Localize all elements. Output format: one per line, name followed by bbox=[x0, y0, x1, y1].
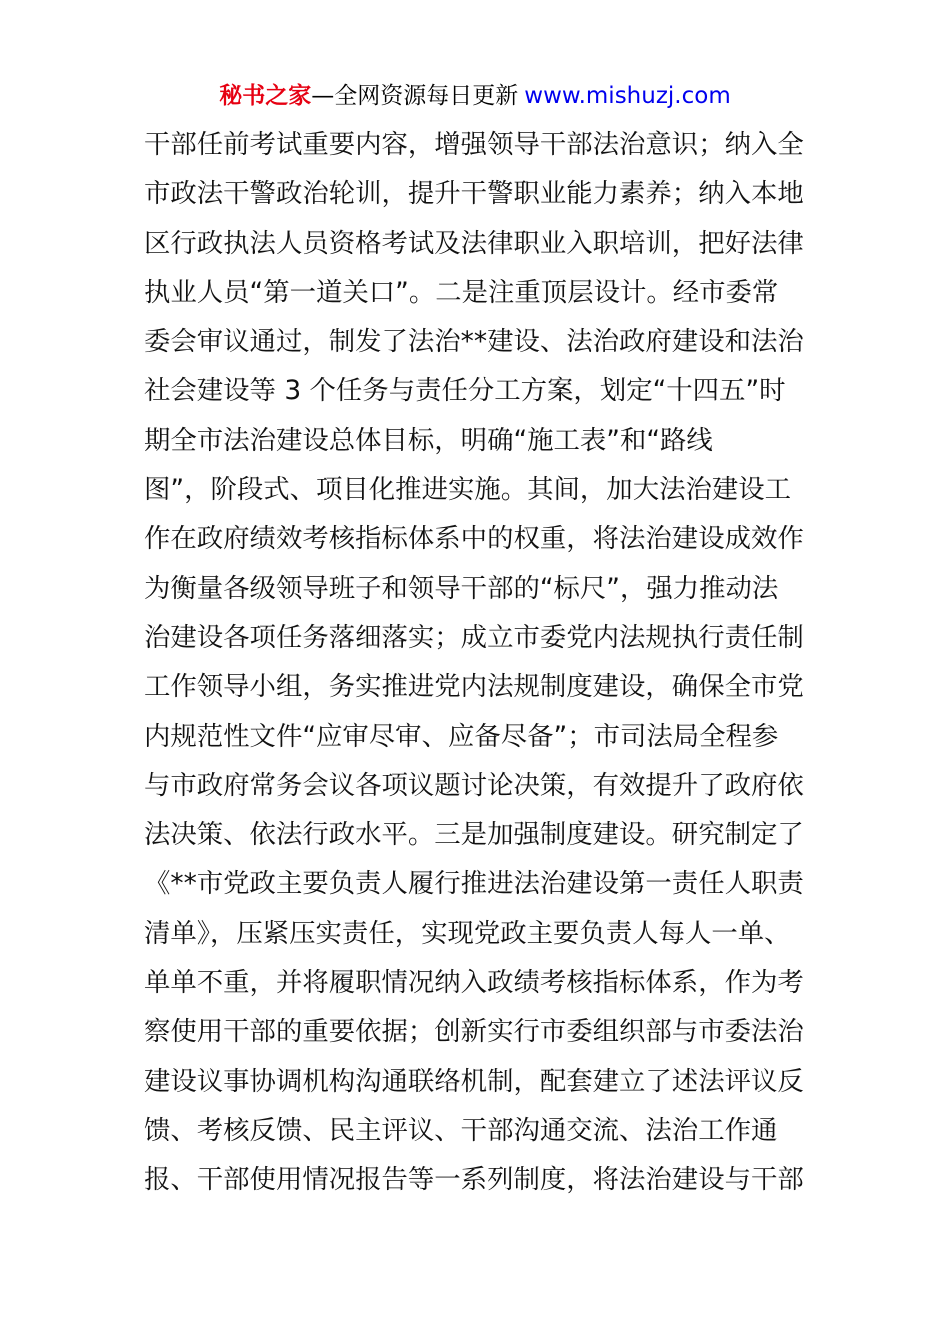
text-line: 期全市法治建设总体目标，明确“施工表”和“路线 bbox=[144, 424, 713, 456]
text-line: 社会建设等 3 个任务与责任分工方案，划定“十四五”时 bbox=[144, 375, 786, 407]
text-line: 委会审议通过，制发了法治**建设、法治政府建设和法治 bbox=[144, 326, 804, 358]
text-line: 作在政府绩效考核指标体系中的权重，将法治建设成效作 bbox=[144, 523, 804, 555]
text-line: 图”，阶段式、项目化推进实施。其间，加大法治建设工 bbox=[144, 474, 792, 506]
text-line: 报、干部使用情况报告等一系列制度，将法治建设与干部 bbox=[144, 1164, 804, 1196]
body-text bbox=[144, 120, 806, 1205]
text-line: 与市政府常务会议各项议题讨论决策，有效提升了政府依 bbox=[144, 769, 804, 801]
text-line: 内规范性文件“应审尽审、应备尽备”；市司法局全程参 bbox=[144, 720, 779, 752]
text-line: 建设议事协调机构沟通联络机制，配套建立了述法评议反 bbox=[144, 1065, 804, 1097]
text-line: 执业人员“第一道关口”。二是注重顶层设计。经市委常 bbox=[144, 276, 779, 308]
text-line: 单单不重，并将履职情况纳入政绩考核指标体系，作为考 bbox=[144, 967, 804, 999]
text-line: 区行政执法人员资格考试及法律职业入职培训，把好法律 bbox=[144, 227, 804, 259]
text-line: 工作领导小组，务实推进党内法规制度建设，确保全市党 bbox=[144, 671, 804, 703]
text-line: 市政法干警政治轮训，提升干警职业能力素养；纳入本地 bbox=[144, 178, 804, 210]
header-tagline: —全网资源每日更新 bbox=[311, 83, 519, 109]
text-line: 馈、考核反馈、民主评议、干部沟通交流、法治工作通 bbox=[144, 1114, 778, 1146]
text-line: 察使用干部的重要依据；创新实行市委组织部与市委法治 bbox=[144, 1016, 804, 1048]
site-url-link[interactable]: www.mishuzj.com bbox=[524, 83, 731, 109]
text-line: 治建设各项任务落细落实；成立市委党内法规执行责任制 bbox=[144, 621, 804, 653]
site-header bbox=[0, 80, 950, 112]
brand-name: 秘书之家 bbox=[219, 83, 312, 109]
text-line: 为衡量各级领导班子和领导干部的“标尺”，强力推动法 bbox=[144, 572, 779, 604]
text-line: 清单》，压紧压实责任，实现党政主要负责人每人一单、 bbox=[144, 917, 791, 949]
text-line: 法决策、依法行政水平。三是加强制度建设。研究制定了 bbox=[144, 819, 804, 851]
text-line: 干部任前考试重要内容，增强领导干部法治意识；纳入全 bbox=[144, 129, 804, 160]
text-line: 《**市党政主要负责人履行推进法治建设第一责任人职责 bbox=[144, 868, 804, 900]
